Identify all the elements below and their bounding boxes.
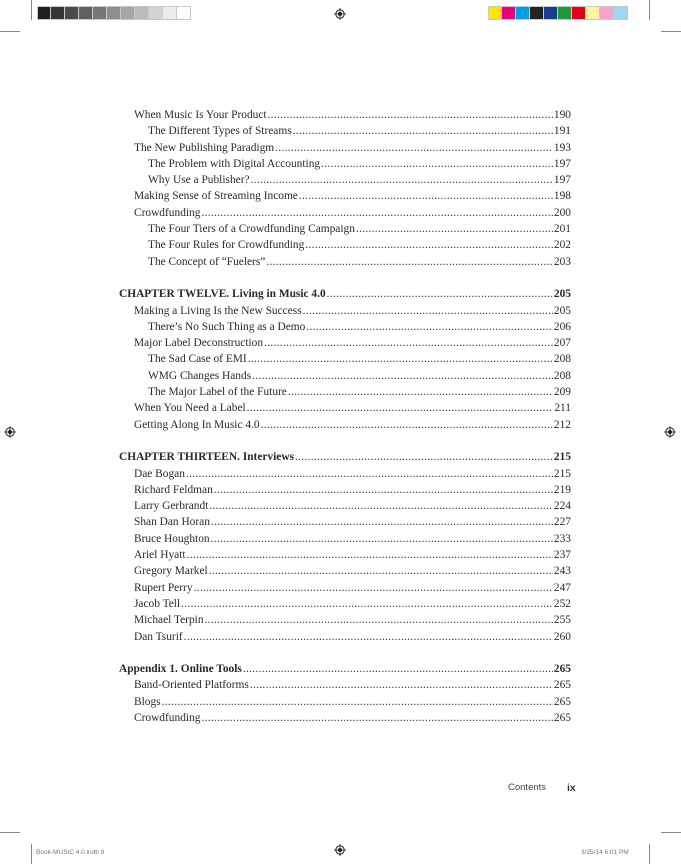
toc-entry [119,319,571,335]
toc-entry-page: 191 [553,125,571,138]
toc-entry-title: Why Use a Publisher? [148,174,250,187]
toc-entry-title: Richard Feldman [134,483,213,496]
toc-entry-title: Crowdfunding [134,206,201,219]
toc-dot-leader [303,303,553,319]
toc-entry-title: The Sad Case of EMI [148,353,247,366]
toc-entry [119,547,571,563]
toc-entry-page: 215 [553,467,571,480]
toc-dot-leader [356,221,553,237]
color-swatch [544,6,558,20]
crop-mark [661,31,681,32]
toc-entry-title: Jacob Tell [134,597,181,610]
grayscale-color-bar [37,6,191,20]
registration-mark-icon [334,8,346,20]
toc-dot-leader [248,351,553,367]
toc-entry [119,237,571,253]
color-swatch [516,6,530,20]
color-swatch [121,6,135,20]
toc-entry [119,417,571,433]
toc-entry-page: 227 [553,516,571,529]
toc-entry-page: 224 [553,500,571,513]
toc-spacer [119,645,571,661]
color-swatch [149,6,163,20]
crop-mark [31,0,32,20]
color-swatch [93,6,107,20]
toc-entry-title: CHAPTER TWELVE. Living in Music 4.0 [119,288,326,301]
toc-dot-leader [162,694,553,710]
toc-entry-page: 233 [553,532,571,545]
toc-dot-leader [321,156,553,172]
toc-entry [119,612,571,628]
toc-spacer [119,433,571,449]
color-swatch [530,6,544,20]
color-swatch [488,6,502,20]
toc-dot-leader [293,123,553,139]
toc-dot-leader [275,140,553,156]
toc-dot-leader [186,466,553,482]
toc-dot-leader [268,107,553,123]
registration-mark-icon [664,426,676,438]
color-swatch [502,6,516,20]
toc-entry-page: 190 [553,109,571,121]
toc-entry-page: 207 [553,337,571,350]
crop-mark [31,844,32,864]
toc-dot-leader [211,531,553,547]
toc-entry-title: The Concept of “Fuelers” [148,255,266,268]
toc-entry [119,123,571,139]
toc-entry-page: 260 [553,630,571,643]
toc-entry-title: Shan Dan Horan [134,516,210,529]
toc-entry [119,254,571,270]
toc-entry [119,531,571,547]
toc-dot-leader [264,335,553,351]
registration-mark-icon [334,844,346,856]
color-swatch [614,6,628,20]
toc-entry [119,482,571,498]
toc-entry-title: Major Label Deconstruction [134,337,264,350]
color-swatch [586,6,600,20]
toc-entry-page: 265 [553,663,571,676]
toc-entry [119,710,571,726]
toc-dot-leader [261,417,553,433]
toc-dot-leader [201,710,552,726]
toc-dot-leader [299,188,553,204]
toc-entry [119,629,571,645]
crop-mark [0,31,20,32]
toc-entry-title: The New Publishing Paradigm [134,141,275,154]
toc-entry-title: When You Need a Label [134,402,246,415]
toc-dot-leader [187,547,553,563]
toc-entry-page: 200 [553,206,571,219]
toc-dot-leader [250,677,553,693]
running-footer-label: Contents [508,782,547,793]
slug-timestamp: 3/25/14 6:01 PM [581,849,629,856]
registration-mark-icon [4,426,16,438]
toc-entry-title: There’s No Such Thing as a Demo [148,320,306,333]
toc-entry-title: Bruce Houghton [134,532,210,545]
toc-entry-title: Rupert Perry [134,581,193,594]
toc-entry-page: 265 [553,695,571,708]
toc-entry-title: Band-Oriented Platforms [134,679,249,692]
toc-entry-title: Appendix 1. Online Tools [119,663,242,676]
toc-entry [119,384,571,400]
toc-entry [119,172,571,188]
toc-entry-title: The Major Label of the Future [148,386,287,399]
toc-dot-leader [266,254,553,270]
color-swatch [177,6,191,20]
color-swatch [163,6,177,20]
toc-dot-leader [181,596,553,612]
color-swatch [51,6,65,20]
toc-entry-page: 208 [553,353,571,366]
toc-entry-page: 208 [553,369,571,382]
toc-entry-page: 215 [553,451,571,464]
toc-spacer [119,270,571,286]
toc-entry-page: 212 [553,418,571,431]
toc-entry-page: 252 [553,597,571,610]
toc-entry-title: WMG Changes Hands [148,369,252,382]
toc-chapter-entry [119,286,571,302]
toc-entry-page: 265 [553,711,571,724]
toc-entry [119,335,571,351]
toc-dot-leader [252,368,553,384]
crop-mark [0,832,20,833]
toc-entry [119,694,571,710]
toc-chapter-entry [119,449,571,465]
toc-entry [119,466,571,482]
color-swatch [558,6,572,20]
toc-dot-leader [184,629,553,645]
toc-dot-leader [214,482,553,498]
color-swatch [79,6,93,20]
toc-entry-title: The Problem with Digital Accounting [148,157,321,170]
toc-entry [119,351,571,367]
color-swatch [107,6,121,20]
table-of-contents [119,107,571,726]
toc-dot-leader [295,449,553,465]
toc-entry-title: Michael Terpin [134,614,204,627]
toc-entry-title: The Different Types of Streams [148,125,292,138]
toc-entry-page: 206 [553,320,571,333]
toc-entry-page: 219 [553,483,571,496]
toc-entry-title: Blogs [134,695,161,708]
toc-entry-title: When Music Is Your Product [134,109,267,121]
toc-entry-page: 265 [553,679,571,692]
toc-entry-title: Larry Gerbrandt [134,500,209,513]
toc-dot-leader [201,205,552,221]
toc-dot-leader [194,580,553,596]
toc-entry [119,140,571,156]
toc-entry [119,221,571,237]
toc-entry-page: 203 [553,255,571,268]
color-swatch [600,6,614,20]
toc-entry-page: 205 [553,288,571,301]
toc-entry [119,677,571,693]
toc-entry-page: 209 [553,386,571,399]
toc-entry-title: Making Sense of Streaming Income [134,190,298,203]
toc-entry [119,596,571,612]
toc-entry-page: 198 [553,190,571,203]
toc-entry-page: 202 [553,239,571,252]
toc-entry [119,514,571,530]
toc-dot-leader [288,384,553,400]
toc-dot-leader [209,563,553,579]
toc-entry [119,188,571,204]
color-swatch [65,6,79,20]
toc-dot-leader [209,498,553,514]
color-swatch [135,6,149,20]
toc-entry-title: Dan Tsurif [134,630,183,643]
toc-entry-page: 211 [554,402,571,415]
toc-entry-page: 255 [553,614,571,627]
toc-entry-page: 237 [553,549,571,562]
toc-dot-leader [211,514,553,530]
color-swatch [572,6,586,20]
toc-entry-title: Crowdfunding [134,711,201,724]
toc-entry-page: 193 [553,141,571,154]
toc-entry [119,205,571,221]
toc-entry-title: Gregory Markel [134,565,208,578]
toc-entry-title: Dae Bogan [134,467,185,480]
toc-entry [119,156,571,172]
toc-dot-leader [247,400,554,416]
toc-entry-page: 247 [553,581,571,594]
toc-entry [119,303,571,319]
toc-entry-page: 201 [553,223,571,236]
toc-entry [119,580,571,596]
toc-entry [119,498,571,514]
toc-entry [119,400,571,416]
toc-entry-title: The Four Tiers of a Crowdfunding Campaign [148,223,355,236]
toc-entry [119,563,571,579]
toc-entry-title: Making a Living Is the New Success [134,304,302,317]
crop-mark [649,844,650,864]
page-number: ix [567,782,576,794]
toc-entry [119,368,571,384]
toc-entry-page: 243 [553,565,571,578]
process-color-bar [488,6,628,20]
toc-entry-title: The Four Rules for Crowdfunding [148,239,305,252]
toc-dot-leader [327,286,553,302]
slug-filename: Book-MUSIC 4.0.indb 9 [36,849,105,856]
toc-dot-leader [205,612,553,628]
toc-entry-title: CHAPTER THIRTEEN. Interviews [119,451,295,464]
crop-mark [649,0,650,20]
toc-entry [119,107,571,123]
color-swatch [37,6,51,20]
toc-dot-leader [306,319,553,335]
toc-entry-page: 197 [553,157,571,170]
toc-chapter-entry [119,661,571,677]
crop-mark [661,832,681,833]
toc-entry-title: Ariel Hyatt [134,549,186,562]
toc-entry-title: Getting Along In Music 4.0 [134,418,260,431]
toc-entry-page: 205 [553,304,571,317]
toc-dot-leader [251,172,553,188]
toc-dot-leader [243,661,553,677]
toc-entry-page: 197 [553,174,571,187]
toc-dot-leader [305,237,553,253]
